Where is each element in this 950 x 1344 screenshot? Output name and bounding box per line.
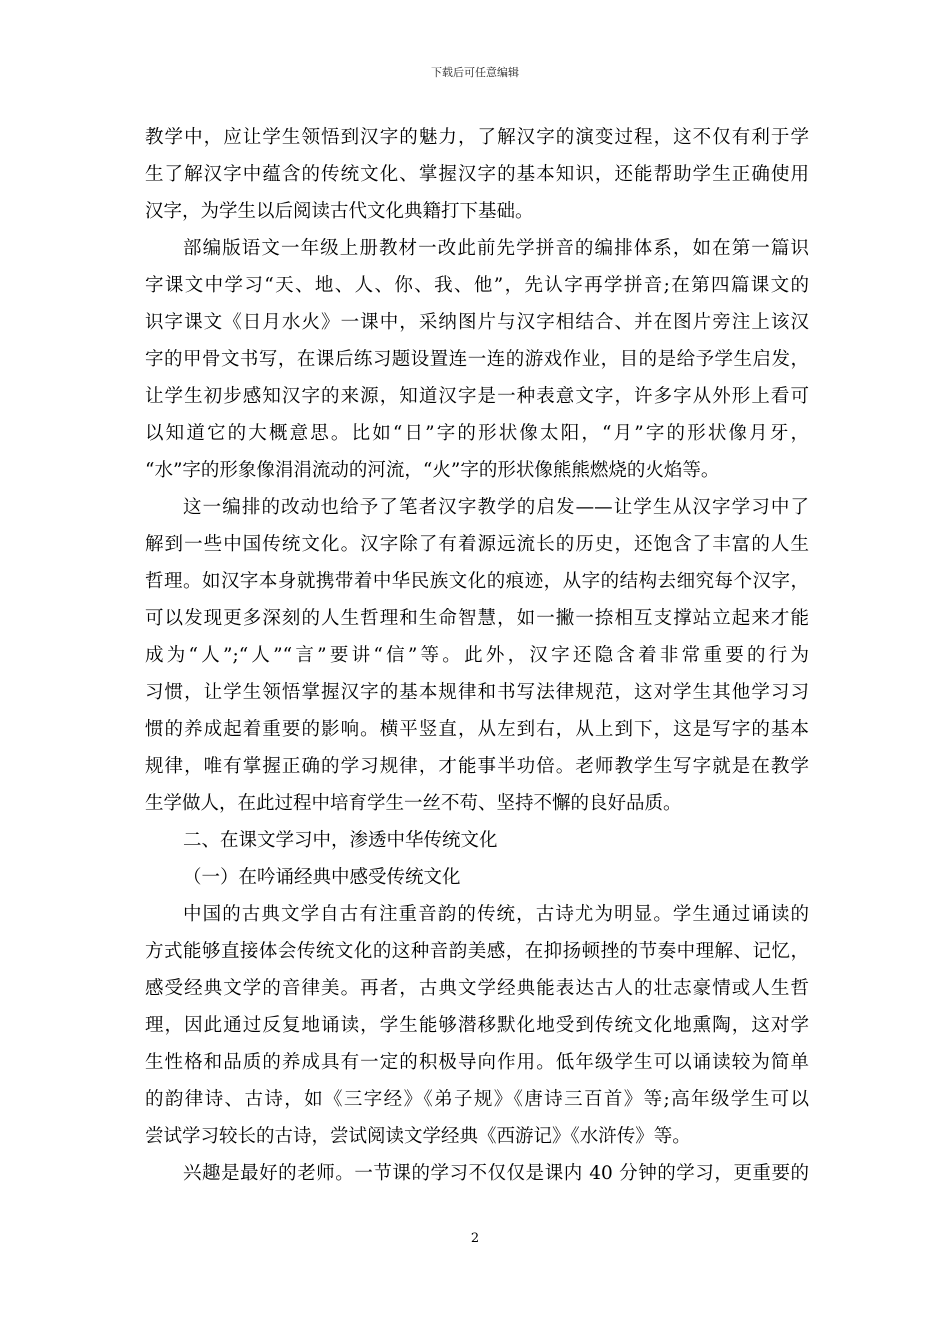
text-line: 成为“人”;“人”“言”要讲“信”等。此外，汉字还隐含着非常重要的行为 [145, 645, 809, 666]
text-line: 汉字，为学生以后阅读古代文化典籍打下基础。 [145, 201, 534, 222]
paragraph [145, 119, 809, 230]
document-body [145, 119, 809, 1192]
text-line: 中国的古典文学自古有注重音韵的传统，古诗尤为明显。学生通过诵读的 [183, 904, 809, 925]
text-line: 生性格和品质的养成具有一定的积极导向作用。低年级学生可以诵读较为简单 [145, 1052, 809, 1073]
paragraph [145, 896, 809, 1155]
page-header: 下载后可任意编辑 [431, 66, 519, 79]
text-line: 尝试学习较长的古诗，尝试阅读文学经典《西游记》《水浒传》等。 [145, 1126, 691, 1147]
text-line: 兴趣是最好的老师。一节课的学习不仅仅是课内 40 分钟的学习，更重要的 [183, 1163, 809, 1184]
heading-text: 二、在课文学习中，渗透中华传统文化 [183, 830, 498, 851]
text-line: 理，因此通过反复地诵读，学生能够潜移默化地受到传统文化地熏陶，这对学 [145, 1015, 809, 1036]
text-line: 哲理。如汉字本身就携带着中华民族文化的痕迹，从字的结构去细究每个汉字， [145, 571, 809, 592]
text-line: 识字课文《日月水火》一课中，采纳图片与汉字相结合、并在图片旁注上该汉 [145, 312, 809, 333]
text-line: 字课文中学习“天、地、人、你、我、他”，先认字再学拼音;在第四篇课文的 [145, 275, 809, 296]
text-line: 规律，唯有掌握正确的学习规律，才能事半功倍。老师教学生写字就是在教学 [145, 756, 809, 777]
text-line: 惯的养成起着重要的影响。横平竖直，从左到右，从上到下，这是写字的基本 [145, 719, 809, 740]
text-line: “水”字的形象像涓涓流动的河流，“火”字的形状像熊熊燃烧的火焰等。 [145, 460, 720, 481]
text-line: 方式能够直接体会传统文化的这种音韵美感，在抑扬顿挫的节奏中理解、记忆， [145, 941, 809, 962]
text-line: 字的甲骨文书写，在课后练习题设置连一连的游戏作业，目的是给予学生启发， [145, 349, 809, 370]
heading-text: （一）在吟诵经典中感受传统文化 [183, 867, 461, 888]
text-line: 这一编排的改动也给予了笔者汉字教学的启发——让学生从汉字学习中了 [183, 497, 809, 518]
text-line: 教学中，应让学生领悟到汉字的魅力，了解汉字的演变过程，这不仅有利于学 [145, 127, 809, 148]
paragraph [145, 230, 809, 489]
paragraph [145, 489, 809, 822]
text-line: 部编版语文一年级上册教材一改此前先学拼音的编排体系，如在第一篇识 [183, 238, 809, 259]
paragraph [145, 1155, 809, 1192]
text-line: 习惯，让学生领悟掌握汉字的基本规律和书写法律规范，这对学生其他学习习 [145, 682, 809, 703]
text-line: 让学生初步感知汉字的来源，知道汉字是一种表意文字，许多字从外形上看可 [145, 386, 809, 407]
text-line: 生学做人，在此过程中培育学生一丝不苟、坚持不懈的良好品质。 [145, 793, 682, 814]
text-line: 感受经典文学的音律美。再者，古典文学经典能表达古人的壮志豪情或人生哲 [145, 978, 809, 999]
text-line: 解到一些中国传统文化。汉字除了有着源远流长的历史，还饱含了丰富的人生 [145, 534, 809, 555]
section-heading [145, 822, 809, 859]
text-line: 生了解汉字中蕴含的传统文化、掌握汉字的基本知识，还能帮助学生正确使用 [145, 164, 809, 185]
text-line: 以知道它的大概意思。比如“日”字的形状像太阳，“月”字的形状像月牙， [145, 423, 809, 444]
page-number: 2 [470, 1231, 480, 1246]
text-line: 的韵律诗、古诗，如《三字经》《弟子规》《唐诗三百首》等;高年级学生可以 [145, 1089, 809, 1110]
subsection-heading [145, 859, 809, 896]
text-line: 可以发现更多深刻的人生哲理和生命智慧，如一撇一捺相互支撑站立起来才能 [145, 608, 809, 629]
